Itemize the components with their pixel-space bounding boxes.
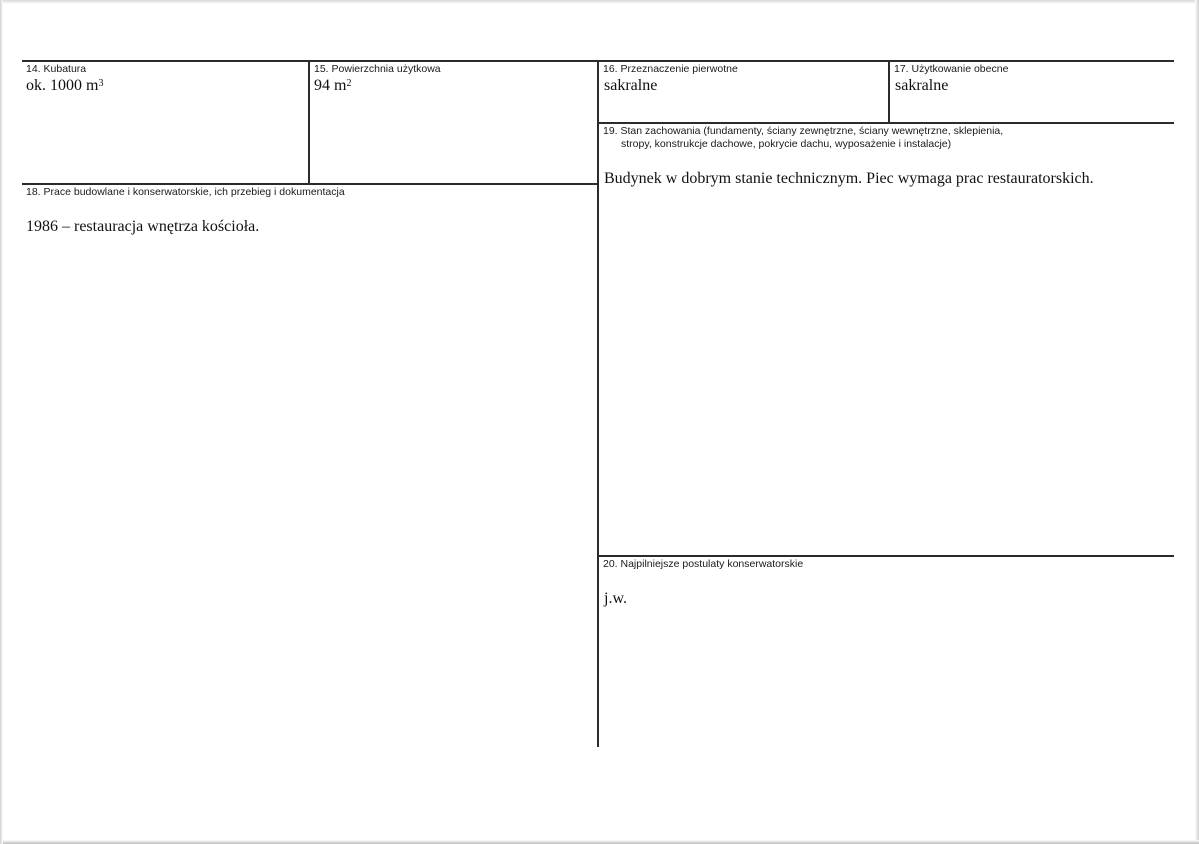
main-column-divider bbox=[597, 60, 599, 747]
field-20-value: j.w. bbox=[604, 590, 627, 607]
field-19-value: Budynek w dobrym stanie technicznym. Piec wymaga prac restauratorskich. bbox=[604, 170, 1094, 187]
field-15-value-text: 94 m bbox=[314, 77, 347, 94]
field-15-unit-superscript: 2 bbox=[346, 78, 352, 89]
divider-14-15 bbox=[308, 60, 310, 185]
divider-16-17 bbox=[888, 60, 890, 123]
field-14-value-text: ok. 1000 m bbox=[26, 77, 99, 94]
field-14-label: 14. Kubatura bbox=[26, 63, 87, 75]
paper-edge-top bbox=[0, 0, 1199, 4]
field-14-unit-superscript: 3 bbox=[98, 78, 104, 89]
line-above-19 bbox=[597, 122, 1174, 124]
paper-edge-right bbox=[1195, 0, 1199, 844]
field-19-label-line1: 19. Stan zachowania (fundamenty, ściany zewnętrzne, ściany wewnętrzne, sklepienia, bbox=[603, 125, 1004, 137]
field-18-label: 18. Prace budowlane i konserwatorskie, ich przebieg i dokumentacja bbox=[26, 186, 345, 198]
field-17-value: sakralne bbox=[895, 77, 949, 94]
field-15-label: 15. Powierzchnia użytkowa bbox=[314, 63, 441, 75]
line-above-18 bbox=[22, 183, 599, 185]
paper-edge-bottom bbox=[0, 840, 1199, 844]
field-14-value bbox=[26, 77, 103, 95]
field-17-label: 17. Użytkowanie obecne bbox=[894, 63, 1009, 75]
field-20-label: 20. Najpilniejsze postulaty konserwatorskie bbox=[603, 558, 804, 570]
line-above-20 bbox=[597, 555, 1174, 557]
field-16-value: sakralne bbox=[604, 77, 658, 94]
field-16-label: 16. Przeznaczenie pierwotne bbox=[603, 63, 738, 75]
field-19-label-line2: stropy, konstrukcje dachowe, pokrycie dachu, wyposażenie i instalacje) bbox=[621, 138, 952, 150]
field-15-value bbox=[314, 77, 351, 95]
field-18-value: 1986 – restauracja wnętrza kościoła. bbox=[26, 218, 260, 235]
paper-edge-left bbox=[0, 0, 3, 844]
